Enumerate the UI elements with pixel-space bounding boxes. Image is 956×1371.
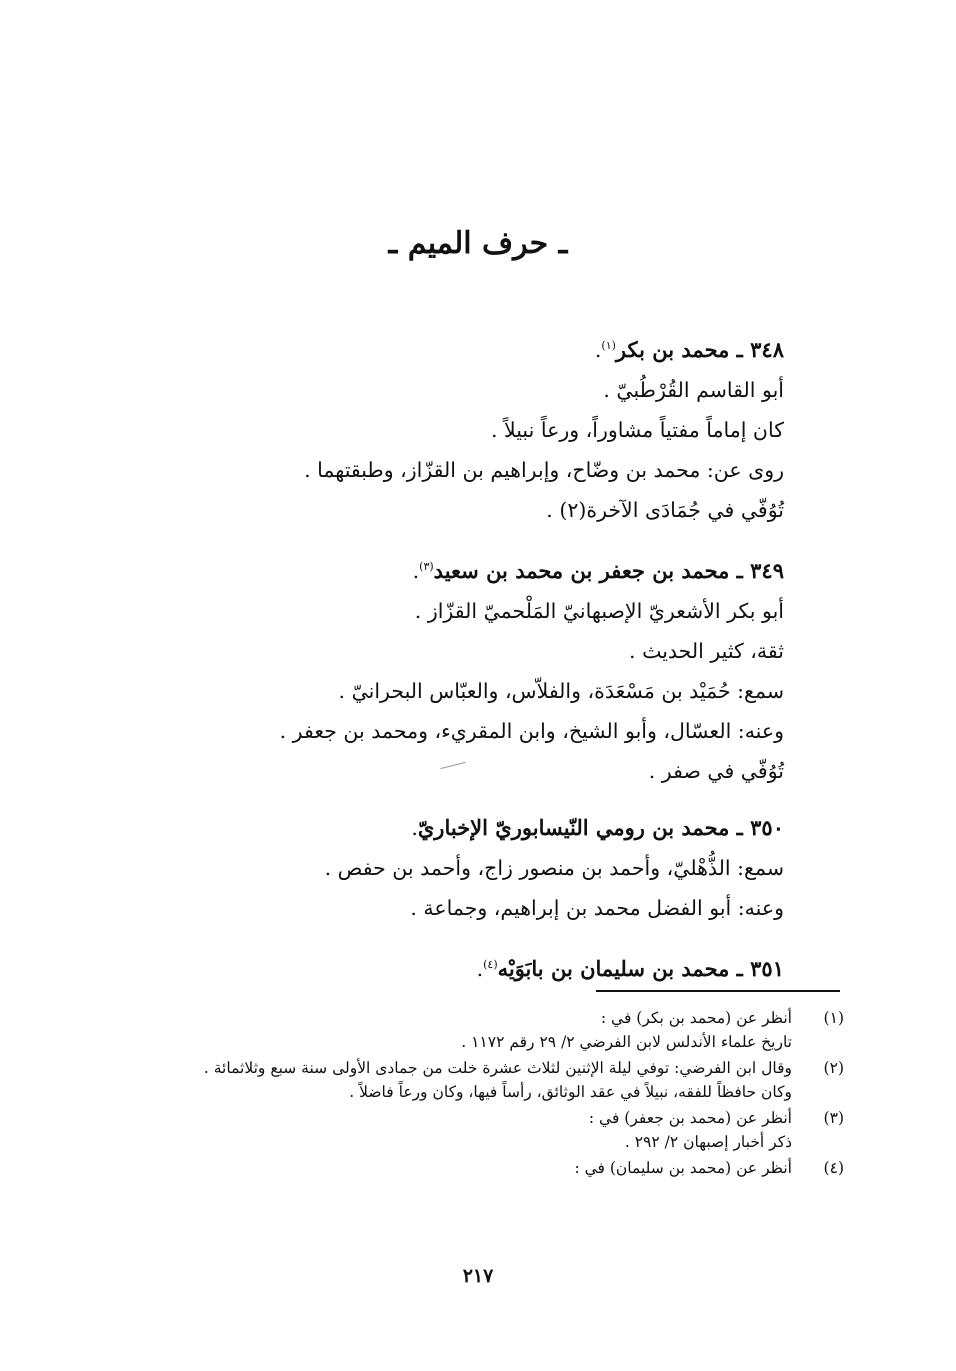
footnote-number: (٣) (823, 1109, 844, 1127)
entry-heading-line (96, 547, 784, 591)
footnote-2 (60, 1056, 844, 1104)
footnote-body (60, 1156, 792, 1180)
entry-line: أبو بكر الأشعريّ الإصبهانيّ المَلْحميّ القزّاز . (414, 598, 784, 623)
biography-entry-351 (96, 945, 784, 989)
entry-line: سمع: حُمَيْد بن مَسْعَدَة، والفلاّس، والعبّاس البحرانيّ . (338, 678, 784, 703)
entry-line: وعنه: أبو الفضل محمد بن إبراهيم، وجماعة . (410, 895, 784, 920)
footnote-body (60, 1006, 792, 1054)
entry-heading: ٣٥١ ـ محمد بن سليمان بن بابَوَيْه (497, 955, 784, 981)
footnote-line: وقال ابن الفرضي: توفي ليلة الإثنين لثلاث عشرة خلت من جمادى الأولى سنة سبع وثلاثمائة . (203, 1059, 792, 1077)
entry-heading-tail: . (476, 956, 484, 981)
entry-line: تُوُفّي في جُمَادَى الآخرة(٢) . (546, 497, 784, 522)
entry-heading-tail: . (412, 558, 420, 583)
entry-line: سمع: الذُّهْليّ، وأحمد بن منصور زاج، وأحمد بن حفص . (324, 855, 784, 880)
footnote-3 (60, 1106, 844, 1154)
entry-line: روى عن: محمد بن وضّاح، وإبراهيم بن القزّاز، وطبقتهما . (304, 457, 784, 482)
footnote-number: (١) (823, 1009, 844, 1027)
footnote-reference[interactable]: (١) (601, 339, 616, 352)
biography-entry-349 (96, 547, 784, 791)
entry-line: تُوُفّي في صفر . (648, 758, 784, 783)
page-number: ٢١٧ (462, 1265, 494, 1287)
chapter-title: ـ حرف الميم ـ (388, 226, 568, 261)
biography-entry-348 (96, 326, 784, 530)
entry-heading-tail: . (594, 337, 602, 362)
entry-heading-line (96, 326, 784, 370)
entry-line: كان إماماً مفتياً مشاوراً، ورعاً نبيلاً . (490, 417, 784, 442)
footnote-reference[interactable]: (٤) (483, 957, 498, 971)
footnote-reference[interactable]: (٣) (419, 559, 434, 573)
footnote-4 (60, 1156, 844, 1180)
footnote-line: أنظر عن (محمد بن جعفر) في : (588, 1109, 792, 1127)
footnote-line: أنظر عن (محمد بن سليمان) في : (574, 1159, 792, 1177)
footnote-number: (٢) (823, 1059, 844, 1077)
entry-heading: ٣٥٠ ـ محمد بن رومي النّيسابوريّ الإخباريّ (417, 814, 784, 840)
entry-line: أبو القاسم القُرْطُبيّ . (603, 377, 784, 402)
entry-heading-line (96, 808, 784, 848)
entry-heading: ٣٤٩ ـ محمد بن جعفر بن محمد بن سعيد (433, 557, 784, 583)
footnote-line: ذكر أخبار إصبهان ٢/ ٢٩٢ . (624, 1133, 792, 1151)
entry-heading-tail: . (411, 815, 418, 840)
entry-line: وعنه: العسّال، وأبو الشيخ، وابن المقريء، ومحمد بن جعفر . (279, 718, 784, 743)
entry-line: ثقة، كثير الحديث . (629, 638, 784, 663)
entry-heading-line (96, 945, 784, 989)
main-text (96, 326, 784, 1005)
footnote-body (60, 1056, 792, 1104)
footnote-number: (٤) (823, 1159, 844, 1177)
footnote-line: أنظر عن (محمد بن بكر) في : (600, 1009, 792, 1027)
entry-heading: ٣٤٨ ـ محمد بن بكر (615, 336, 784, 362)
footnote-1 (60, 1006, 844, 1054)
footnote-body (60, 1106, 792, 1154)
footnote-line: وكان حافظاً للفقه، نبيلاً في عقد الوثائق، رأساً فيها، وكان ورعاً فاضلاً . (349, 1083, 792, 1101)
footnote-line: تاريخ علماء الأندلس لابن الفرضي ٢/ ٢٩ رقم ١١٧٢ . (461, 1033, 792, 1051)
footnotes (60, 1006, 844, 1182)
footnote-divider (596, 990, 840, 992)
biography-entry-350 (96, 808, 784, 928)
